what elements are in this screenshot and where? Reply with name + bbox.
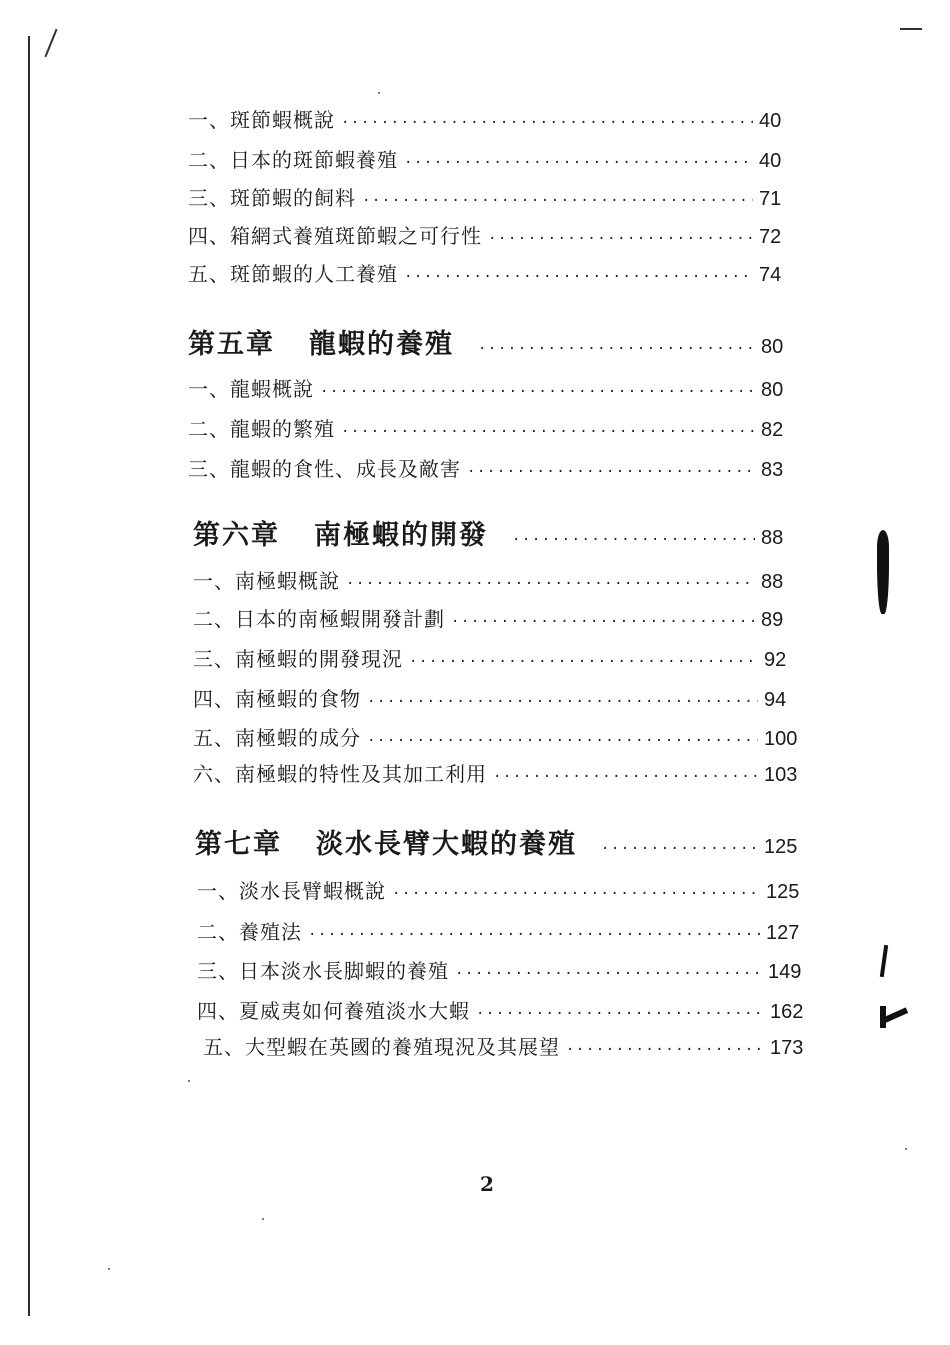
toc-entry-row	[193, 683, 800, 712]
toc-entry-label: 三、龍蝦的食性、成長及敵害	[188, 457, 461, 481]
toc-page-number: 80	[761, 336, 784, 358]
toc-entry-label: 二、日本的斑節蝦養殖	[188, 148, 398, 172]
toc-page-number: 125	[766, 881, 800, 903]
dot-leader	[476, 1006, 764, 1022]
toc-entry-label: 一、淡水長臂蝦概說	[197, 879, 386, 903]
toc-entry-row	[203, 1031, 806, 1060]
toc-entry-label: 四、南極蝦的食物	[193, 687, 361, 711]
toc-entry-label: 三、斑節蝦的飼料	[188, 186, 356, 210]
toc-page-number: 80	[761, 379, 784, 401]
toc-page-number: 88	[761, 527, 784, 549]
chapter-heading	[193, 513, 488, 552]
chapter-heading	[195, 822, 577, 861]
left-border-line	[28, 36, 30, 1316]
chapter-title: 龍蝦的養殖	[309, 329, 454, 360]
toc-page-number: 149	[768, 961, 802, 983]
dot-leader	[362, 193, 753, 209]
speck	[108, 1268, 110, 1270]
toc-entry-row	[197, 955, 804, 984]
toc-page-number: 125	[764, 836, 798, 858]
toc-page-number: 94	[764, 689, 787, 711]
ink-blot	[880, 945, 888, 977]
toc-entry-row	[193, 758, 800, 787]
dot-leader	[488, 231, 753, 247]
chapter-title: 南極蝦的開發	[314, 520, 488, 551]
toc-entry-label: 六、南極蝦的特性及其加工利用	[193, 762, 487, 786]
toc-chapter-row	[188, 322, 797, 361]
toc-page-number: 173	[770, 1037, 804, 1059]
ink-blot	[877, 530, 889, 614]
toc-page-number: 127	[766, 922, 800, 944]
toc-page-number: 40	[759, 150, 782, 172]
toc-entry-row	[188, 182, 795, 211]
page-number: 2	[480, 1172, 494, 1196]
ink-blot	[884, 1007, 908, 1022]
dot-leader	[566, 1042, 764, 1058]
dot-leader	[367, 694, 758, 710]
dot-leader	[601, 841, 758, 857]
speck	[378, 92, 380, 94]
chapter-number: 第六章	[193, 520, 280, 551]
toc-entry-label: 二、日本的南極蝦開發計劃	[193, 607, 445, 631]
toc-entry-row	[188, 144, 795, 173]
toc-entry-row	[188, 258, 795, 287]
dot-leader	[478, 341, 755, 357]
chapter-number: 第七章	[195, 829, 282, 860]
dot-leader	[392, 886, 760, 902]
toc-entry-row	[188, 220, 795, 249]
dot-leader	[346, 576, 755, 592]
toc-page-number: 72	[759, 226, 782, 248]
dash-mark	[900, 28, 922, 30]
dot-leader	[493, 769, 758, 785]
toc-page-number: 74	[759, 264, 782, 286]
toc-entry-row	[188, 373, 797, 402]
toc-page-number: 89	[761, 609, 784, 631]
toc-page-number: 82	[761, 419, 784, 441]
chapter-heading	[188, 322, 454, 361]
dot-leader	[404, 155, 753, 171]
dot-leader	[320, 384, 755, 400]
toc-entry-row	[193, 643, 800, 672]
speck	[905, 1148, 907, 1150]
speck	[188, 1080, 190, 1082]
toc-entry-row	[193, 603, 797, 632]
toc-page-number: 103	[764, 764, 798, 786]
toc-page-number: 71	[759, 188, 782, 210]
toc-entry-label: 三、南極蝦的開發現況	[193, 647, 403, 671]
dot-leader	[308, 927, 760, 943]
toc-chapter-row	[193, 513, 797, 552]
toc-entry-label: 二、龍蝦的繁殖	[188, 417, 335, 441]
dot-leader	[409, 654, 758, 670]
toc-page-number: 88	[761, 571, 784, 593]
toc-page-number: 100	[764, 728, 798, 750]
chapter-number: 第五章	[188, 329, 275, 360]
toc-page-number: 40	[759, 110, 782, 132]
toc-entry-row	[197, 875, 802, 904]
toc-entry-label: 三、日本淡水長脚蝦的養殖	[197, 959, 449, 983]
dot-leader	[367, 733, 758, 749]
toc-entry-label: 一、斑節蝦概說	[188, 108, 335, 132]
toc-entry-label: 五、南極蝦的成分	[193, 726, 361, 750]
toc-entry-row	[197, 916, 802, 945]
toc-entry-row	[197, 995, 806, 1024]
toc-page-number: 83	[761, 459, 784, 481]
speck	[262, 1218, 264, 1220]
chapter-title: 淡水長臂大蝦的養殖	[316, 829, 577, 860]
dot-leader	[455, 966, 762, 982]
toc-entry-label: 一、龍蝦概說	[188, 377, 314, 401]
toc-page-number: 92	[764, 649, 787, 671]
dot-leader	[341, 424, 755, 440]
toc-entry-label: 一、南極蝦概說	[193, 569, 340, 593]
toc-entry-label: 二、養殖法	[197, 920, 302, 944]
dot-leader	[404, 269, 753, 285]
toc-entry-label: 五、大型蝦在英國的養殖現況及其展望	[203, 1035, 560, 1059]
dot-leader	[341, 115, 753, 131]
toc-page-number: 162	[770, 1001, 804, 1023]
toc-entry-label: 五、斑節蝦的人工養殖	[188, 262, 398, 286]
toc-entry-label: 四、箱網式養殖斑節蝦之可行性	[188, 224, 482, 248]
slash-mark	[44, 29, 57, 58]
toc-chapter-row	[195, 822, 800, 861]
toc-entry-row	[193, 722, 800, 751]
dot-leader	[512, 532, 755, 548]
toc-entry-row	[188, 413, 797, 442]
dot-leader	[467, 464, 755, 480]
toc-entry-row	[188, 453, 797, 482]
dot-leader	[451, 614, 755, 630]
toc-entry-label: 四、夏威夷如何養殖淡水大蝦	[197, 999, 470, 1023]
toc-entry-row	[188, 104, 795, 133]
toc-entry-row	[193, 565, 797, 594]
